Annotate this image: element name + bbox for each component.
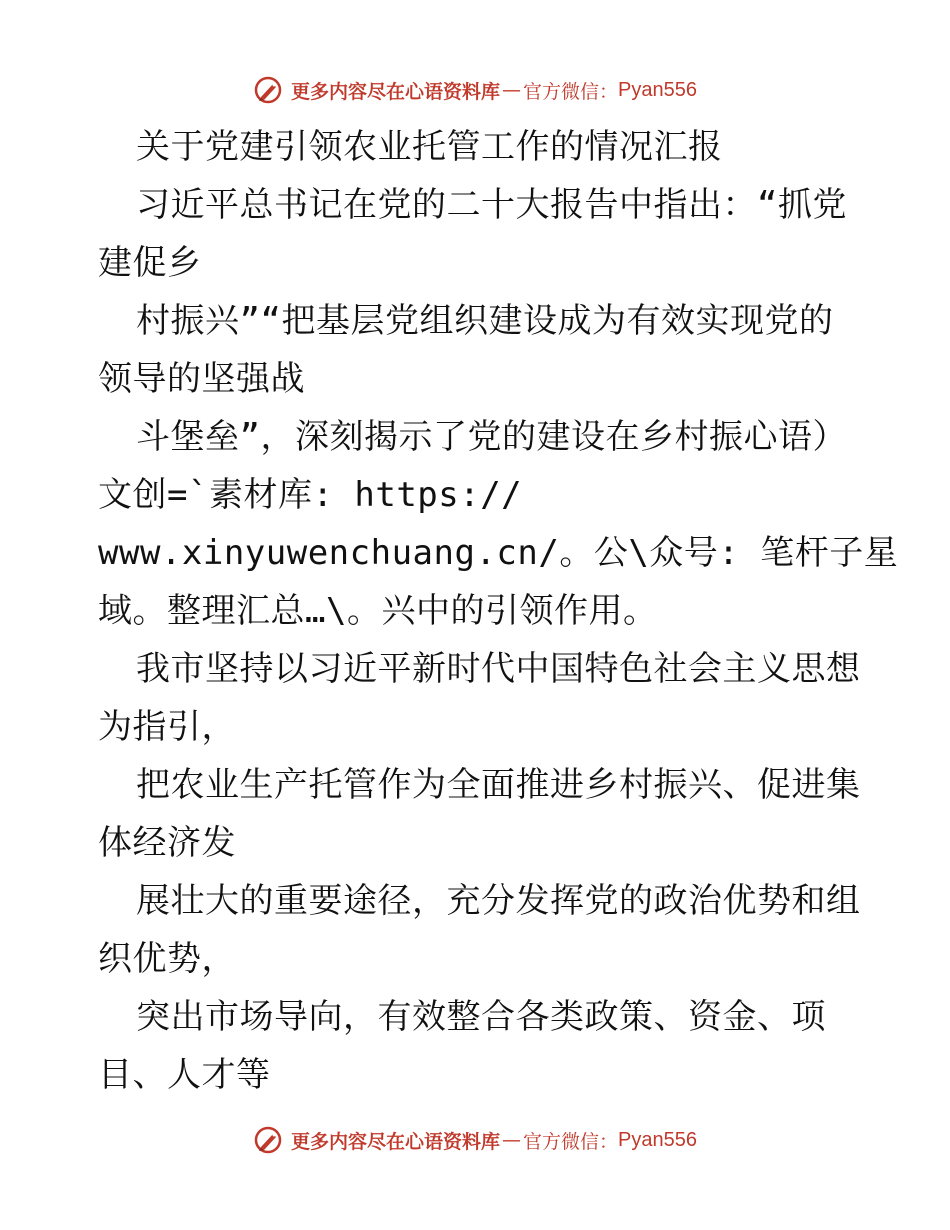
text-line: 斗堡垒”，深刻揭示了党的建设在乡村振心语）: [136, 417, 847, 457]
text-line: 我市坚持以习近平新时代中国特色社会主义思想: [136, 649, 861, 689]
text-line: 把农业生产托管作为全面推进乡村振兴、促进集: [136, 765, 861, 805]
text-line: 展壮大的重要途径，充分发挥党的政治优势和组: [136, 881, 861, 921]
text-line: 突出市场导向，有效整合各类政策、资金、项: [136, 997, 826, 1037]
footer-wechat-label: 官方微信：: [523, 1130, 619, 1153]
text-line: 目、人才等: [98, 1055, 271, 1095]
text-line: 为指引，: [98, 707, 236, 747]
pen-nib-logo-icon: [253, 75, 283, 105]
text-line: 习近平总书记在党的二十大报告中指出：“抓党: [136, 185, 847, 225]
footer-wechat-id: Pyan556: [618, 1128, 697, 1151]
text-line: 村振兴”“把基层党组织建设成为有效实现党的: [136, 301, 834, 341]
header-wechat-id: Pyan556: [618, 78, 697, 101]
footer-banner: [0, 1120, 950, 1160]
text-line: 文创=`素材库: https://: [98, 475, 523, 515]
document-body: [98, 118, 899, 1104]
footer-dash: —: [502, 1129, 522, 1151]
text-line: 域。整理汇总…\。兴中的引领作用。: [98, 591, 658, 631]
text-line: 领导的坚强战: [98, 359, 305, 399]
header-banner: [0, 70, 950, 110]
text-line: 体经济发: [98, 823, 236, 863]
text-line: 建促乡: [98, 243, 202, 283]
footer-promo-text: 更多内容尽在心语资料库: [291, 1130, 501, 1153]
pen-nib-logo-icon: [253, 1125, 283, 1155]
document-title: 关于党建引领农业托管工作的情况汇报: [136, 127, 723, 167]
header-wechat-label: 官方微信：: [523, 80, 619, 103]
text-line: 织优势，: [98, 939, 236, 979]
text-line: www.xinyuwenchuang.cn/。公\众号: 笔杆子星: [98, 533, 899, 573]
header-dash: —: [502, 79, 522, 101]
header-promo-text: 更多内容尽在心语资料库: [291, 80, 501, 103]
